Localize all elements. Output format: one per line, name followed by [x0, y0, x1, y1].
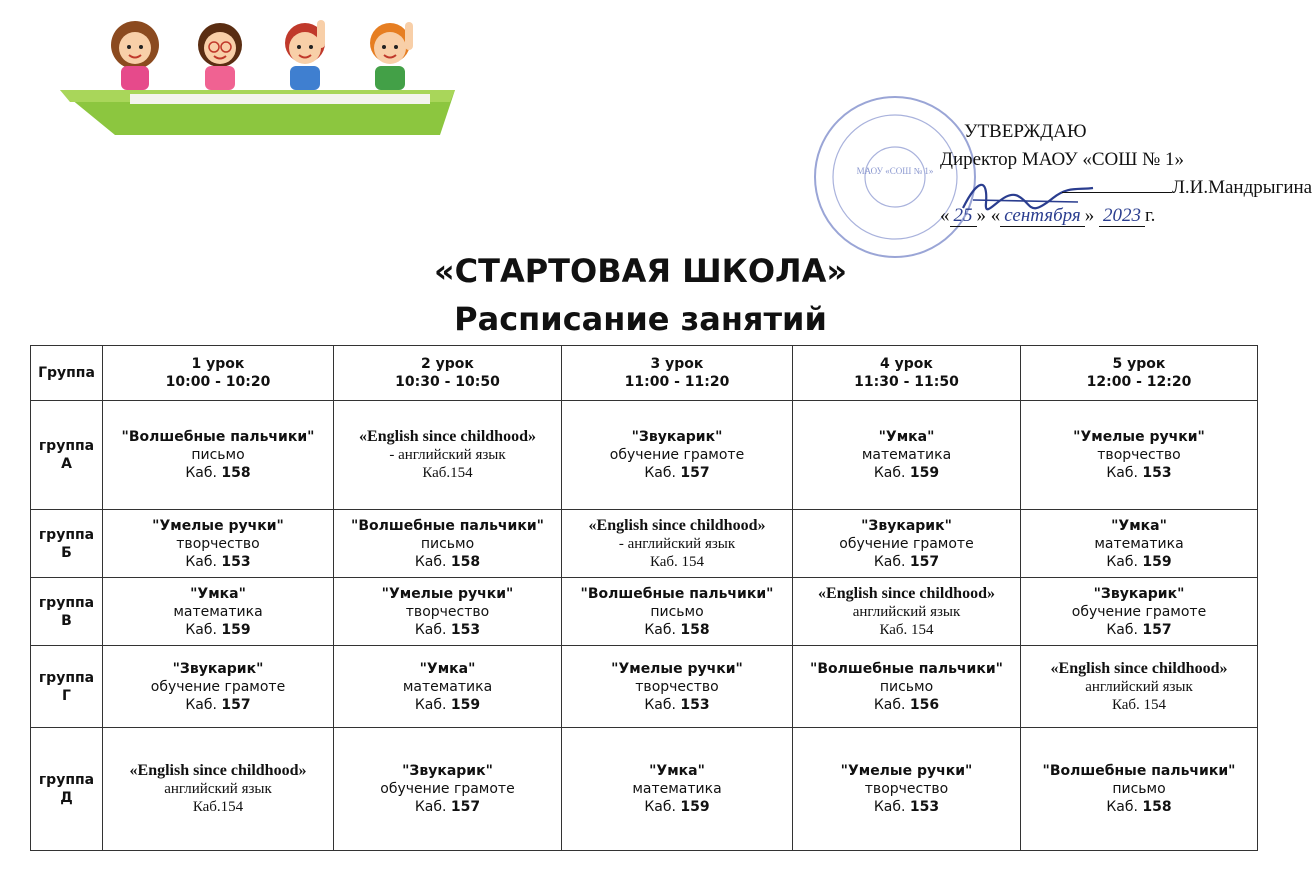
room-prefix: Каб. [649, 553, 682, 570]
header-lesson-2 [334, 346, 562, 401]
room-prefix: Каб. [879, 621, 912, 638]
room [106, 464, 330, 482]
course-subject: математика [861, 447, 952, 463]
header-lesson-4 [793, 346, 1021, 401]
lesson-cell [103, 728, 334, 851]
room [565, 553, 789, 571]
room-prefix: Каб. [185, 621, 222, 638]
course-subject: математика [1094, 535, 1184, 552]
page-subtitle: Расписание занятий [454, 300, 827, 338]
course-subject: - английский язык [618, 535, 736, 552]
kids-illustration [55, 10, 465, 140]
room [796, 464, 1017, 482]
course-name: "Звукарик" [1093, 585, 1185, 602]
room [796, 798, 1017, 816]
course-name: «English since childhood» [1050, 659, 1228, 677]
group-name: группа А [31, 401, 103, 510]
course-name: "Умелые ручки" [611, 660, 743, 677]
room [337, 798, 558, 816]
director-name: Л.И.Мандрыгина [1172, 177, 1312, 198]
course-subject: письмо [879, 678, 934, 695]
room [796, 553, 1017, 571]
course-subject: творчество [1097, 447, 1181, 463]
lesson-cell [334, 401, 562, 510]
course-name: "Умелые ручки" [1073, 429, 1205, 445]
room-prefix: Каб. [185, 696, 222, 713]
lesson-cell [562, 401, 793, 510]
lesson-label: 3 урок [650, 356, 704, 372]
header-group: Группа [31, 346, 103, 401]
room-number: 153 [680, 696, 710, 713]
table-row [31, 510, 1258, 578]
course-name: "Звукарик" [861, 517, 952, 534]
course-subject: творчество [635, 678, 719, 695]
course-subject: обучение грамоте [839, 535, 974, 552]
table-row [31, 646, 1258, 728]
room-prefix: Каб. [185, 465, 222, 481]
lesson-cell [793, 646, 1021, 728]
room [337, 621, 558, 639]
lesson-cell [334, 578, 562, 646]
room-number: 156 [909, 696, 940, 713]
lesson-cell [1021, 401, 1258, 510]
room-prefix: Каб. [644, 799, 681, 815]
date-sep: » « [976, 205, 1001, 226]
course-name: "Умка" [649, 763, 705, 779]
date-quote-close: » [1084, 205, 1095, 226]
course-name: "Волшебные пальчики" [810, 660, 1003, 677]
room [106, 621, 330, 639]
room [1024, 696, 1254, 714]
room-prefix: Каб. [1106, 621, 1143, 638]
date-suffix: г. [1144, 205, 1156, 226]
room-prefix: Каб. [873, 799, 910, 815]
course-name: «English since childhood» [129, 762, 307, 779]
course-name: "Умка" [878, 429, 935, 445]
room-prefix: Каб. [1106, 553, 1143, 570]
group-name: группа Б [31, 510, 103, 578]
course-subject: математика [173, 603, 263, 620]
course-name: «English since childhood» [359, 428, 536, 445]
room-prefix: Каб. [422, 465, 451, 481]
room-number: 157 [909, 553, 940, 570]
room [337, 464, 558, 482]
course-name: "Умка" [190, 585, 246, 602]
lesson-cell [562, 510, 793, 578]
course-name: "Умелые ручки" [840, 763, 973, 779]
svg-text:МАОУ «СОШ № 1»: МАОУ «СОШ № 1» [856, 166, 934, 176]
lesson-cell [1021, 646, 1258, 728]
course-subject: письмо [650, 603, 704, 620]
course-subject: письмо [191, 447, 245, 463]
date-day: 25 [950, 205, 977, 227]
room-number: 158 [1142, 799, 1172, 815]
room-number: 159 [1142, 553, 1172, 570]
course-subject: письмо [1112, 781, 1166, 797]
course-subject: письмо [420, 535, 475, 552]
room-number: 159 [680, 799, 710, 815]
room-prefix: Каб. [1106, 799, 1143, 815]
room-number: 157 [1142, 621, 1172, 638]
approval-title: УТВЕРЖДАЮ [964, 121, 1087, 142]
room-number: 157 [221, 696, 251, 713]
lesson-cell [793, 578, 1021, 646]
group-name: группа Д [31, 728, 103, 851]
lesson-cell [334, 646, 562, 728]
room-prefix: Каб. [644, 465, 681, 481]
room-number: 154 [1143, 696, 1167, 713]
lesson-cell [793, 728, 1021, 851]
room-number: 153 [909, 799, 940, 815]
room [1024, 798, 1254, 816]
header-row [31, 346, 1258, 401]
room-prefix: Каб. [414, 553, 451, 570]
room [1024, 464, 1254, 482]
lesson-label: 4 урок [880, 356, 933, 372]
room-number: 159 [450, 696, 481, 713]
course-subject: математика [632, 781, 722, 797]
approval-block [940, 118, 1312, 230]
lesson-cell [793, 510, 1021, 578]
approval-date [940, 202, 1260, 230]
lesson-cell [562, 646, 793, 728]
room [565, 621, 789, 639]
lesson-cell [562, 578, 793, 646]
lesson-cell [103, 401, 334, 510]
room [1024, 553, 1254, 571]
course-subject: творчество [176, 535, 260, 552]
group-name: группа Г [31, 646, 103, 728]
course-name: "Умелые ручки" [381, 585, 514, 602]
course-subject: творчество [864, 781, 949, 797]
course-subject: математика [402, 678, 493, 695]
course-name: "Волшебные пальчики" [121, 429, 315, 445]
course-name: "Волшебные пальчики" [580, 585, 774, 602]
room-prefix: Каб. [873, 696, 910, 713]
room [565, 696, 789, 714]
date-quote-open: « [940, 205, 950, 226]
course-subject: обучение грамоте [1071, 603, 1207, 620]
room [565, 798, 789, 816]
course-subject: обучение грамоте [380, 781, 515, 797]
room [106, 553, 330, 571]
lesson-cell [1021, 578, 1258, 646]
lesson-cell [103, 510, 334, 578]
room-prefix: Каб. [1106, 465, 1143, 481]
approval-name-line [940, 174, 1312, 202]
room-number: 159 [221, 621, 251, 638]
room [796, 696, 1017, 714]
room-prefix: Каб. [873, 465, 910, 481]
lesson-cell [334, 510, 562, 578]
room-prefix: Каб. [644, 696, 681, 713]
course-subject: английский язык [164, 781, 272, 797]
room-prefix: Каб. [185, 553, 222, 570]
lesson-time: 10:00 - 10:20 [165, 374, 271, 390]
room [106, 798, 330, 816]
room-number: 154 [450, 465, 473, 481]
room [337, 696, 558, 714]
schedule-table [30, 345, 1258, 851]
room-number: 157 [450, 799, 481, 815]
lesson-time: 12:00 - 12:20 [1086, 374, 1192, 390]
course-name: «English since childhood» [818, 584, 995, 602]
header-lesson-3 [562, 346, 793, 401]
course-name: "Умка" [419, 660, 476, 677]
page-title: «СТАРТОВАЯ ШКОЛА» [433, 252, 848, 290]
room [337, 553, 558, 571]
course-subject: обучение грамоте [150, 678, 286, 695]
course-name: "Волшебные пальчики" [351, 517, 544, 534]
lesson-cell [103, 646, 334, 728]
room [565, 464, 789, 482]
room-number: 159 [909, 465, 940, 481]
room-number: 154 [911, 621, 934, 638]
room-number: 154 [681, 553, 705, 570]
lesson-cell [793, 401, 1021, 510]
room-number: 158 [680, 621, 710, 638]
room [796, 621, 1017, 639]
lesson-label: 5 урок [1112, 356, 1166, 372]
room-number: 153 [221, 553, 251, 570]
course-name: "Волшебные пальчики" [1042, 763, 1236, 779]
room-number: 158 [221, 465, 251, 481]
lesson-cell [1021, 510, 1258, 578]
room-prefix: Каб. [414, 621, 451, 638]
table-row [31, 728, 1258, 851]
signature-line [1062, 178, 1172, 193]
lesson-cell [562, 728, 793, 851]
lesson-label: 1 урок [191, 356, 245, 372]
room-prefix: Каб. [414, 696, 451, 713]
approval-position: Директор МАОУ «СОШ № 1» [940, 149, 1185, 170]
room-number: 153 [1142, 465, 1172, 481]
header-lesson-5 [1021, 346, 1258, 401]
room-number: 153 [450, 621, 481, 638]
course-subject: - английский язык [389, 447, 506, 463]
room-prefix: Каб. [1111, 696, 1144, 713]
lesson-cell [103, 578, 334, 646]
room-number: 154 [220, 799, 244, 815]
course-name: "Умка" [1111, 517, 1167, 534]
course-name: "Звукарик" [172, 660, 264, 677]
lesson-time: 11:00 - 11:20 [624, 374, 730, 390]
course-name: «English since childhood» [588, 516, 766, 534]
table-row [31, 578, 1258, 646]
room-number: 157 [680, 465, 710, 481]
course-subject: английский язык [852, 603, 961, 620]
group-name: группа В [31, 578, 103, 646]
lesson-cell [334, 728, 562, 851]
room-number: 158 [450, 553, 481, 570]
lesson-time: 10:30 - 10:50 [395, 374, 500, 390]
course-subject: творчество [405, 603, 490, 620]
room-prefix: Каб. [414, 799, 451, 815]
course-name: "Умелые ручки" [152, 517, 284, 534]
lesson-label: 2 урок [421, 356, 474, 372]
course-subject: английский язык [1085, 678, 1193, 695]
header-lesson-1 [103, 346, 334, 401]
room-prefix: Каб. [873, 553, 910, 570]
course-name: "Звукарик" [402, 763, 493, 779]
date-year: 2023 [1099, 205, 1145, 227]
room-prefix: Каб. [192, 799, 221, 815]
lesson-cell [1021, 728, 1258, 851]
lesson-time: 11:30 - 11:50 [854, 374, 959, 390]
room [1024, 621, 1254, 639]
course-subject: обучение грамоте [609, 447, 745, 463]
room-prefix: Каб. [644, 621, 681, 638]
table-row [31, 401, 1258, 510]
room [106, 696, 330, 714]
course-name: "Звукарик" [631, 429, 723, 445]
date-month: сентября [1000, 205, 1084, 227]
